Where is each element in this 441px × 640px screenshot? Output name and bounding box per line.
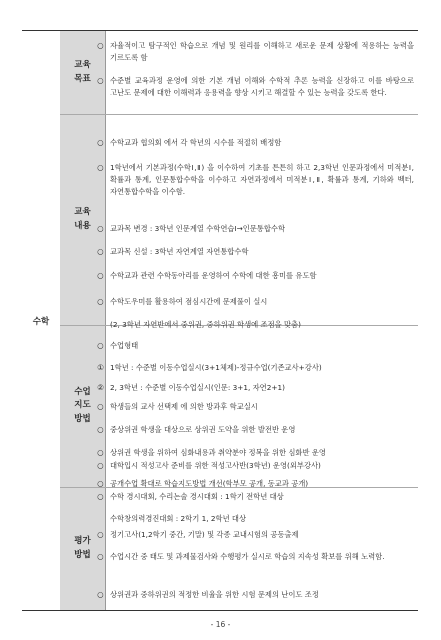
list-item [96, 424, 414, 436]
list-item [96, 551, 414, 563]
bullet-circle-icon: ○ [97, 163, 104, 172]
bullet-circle-icon: ○ [97, 297, 104, 306]
bullet-circle-icon: ○ [97, 552, 104, 561]
category-label: 평가 방법 [74, 536, 91, 560]
item-text: 수준별 교육과정 운영에 의한 기본 개념 이해와 수학적 추론 능력을 신장하고 이를 바탕으로 고난도 문제에 대한 이해력과 응용력을 향상 시키고 해결할 수 있는 능력을 갖도록 한다. [110, 76, 414, 97]
category-label: 수업 지도 방법 [74, 387, 91, 424]
list-item [96, 223, 414, 235]
list-item [96, 319, 414, 331]
list-item [96, 382, 414, 394]
bullet-circle-icon: ○ [97, 76, 104, 85]
list-item [96, 589, 414, 601]
list-item [96, 40, 414, 64]
list-item [96, 529, 414, 541]
item-text: 1학년에서 기본과정(수학Ⅰ,Ⅱ) 을 이수하여 기초를 튼튼히 하고 2,3학년 인문과정에서 미적분Ⅰ, 확률과 통계, 인문통합수학을 이수하고 자연과정에서 미적분Ⅰ,Ⅱ, 확률과 통계, 기하와 벡터, 자연통합수학을 이수함. [110, 163, 414, 196]
item-text: 수학도우미를 활용하여 점심시간에 문제풀이 실시 [110, 297, 268, 306]
list-item [96, 513, 414, 525]
bullet-circle-icon: ○ [97, 448, 104, 457]
item-text: 학생들의 교사 선택제 에 의한 방과후 학교실시 [110, 402, 258, 411]
list-item [96, 137, 414, 149]
item-text: 상위권과 중하위권의 적정한 비율을 위한 시험 문제의 난이도 조정 [110, 590, 319, 599]
item-text: 수업형태 [110, 341, 139, 350]
bullet-circle-icon: ○ [97, 479, 104, 488]
bullet-circle-icon: ○ [97, 492, 104, 501]
bullet-circle-icon: ○ [97, 247, 104, 256]
item-text: 상위권 학생을 위하여 심화내용과 취약분야 정복을 위한 심화반 운영 [110, 448, 326, 457]
subject-cell: 수학 [22, 31, 61, 610]
list-item [96, 75, 414, 99]
list-item [96, 401, 414, 413]
page-number: - 16 - [210, 620, 231, 629]
list-item [96, 340, 414, 352]
item-text: 교과목 신설 : 3학년 자연계열 자연통합수학 [110, 247, 249, 256]
bullet-circle-icon: ○ [97, 425, 104, 434]
list-item [96, 162, 414, 197]
bullet-circle-icon: ○ [97, 224, 104, 233]
list-item [96, 491, 414, 503]
item-text: 공개수업 확대로 학습지도방법 개선(학부모 공개, 동교과 공개) [110, 479, 309, 488]
list-item [96, 246, 414, 258]
bullet-circle-icon: ○ [97, 590, 104, 599]
item-text: 대학입시 적성고사 준비를 위한 적성고사반(3학년) 운영(외부강사) [110, 461, 321, 470]
numbered-marker-icon: ① [97, 363, 104, 372]
list-item [96, 460, 414, 472]
list-item [96, 478, 414, 490]
row-divider [60, 114, 418, 115]
item-text: 2, 3학년 : 수준별 이동수업실시(인문: 3+1, 자연2+1) [110, 383, 285, 392]
list-item [96, 270, 414, 282]
item-text: 수업시간 중 태도 및 과제물검사와 수행평가 실시로 학습의 지속성 확보를 위해 노력함. [110, 552, 385, 561]
bullet-circle-icon: ○ [97, 461, 104, 470]
list-item [96, 447, 414, 459]
list-item [96, 296, 414, 308]
bullet-circle-icon: ○ [97, 41, 104, 50]
bullet-circle-icon: ○ [97, 271, 104, 280]
category-label: 교육 목표 [74, 60, 91, 84]
item-text: 교과목 변경 : 3학년 인문계열 수학연습Ⅰ→인문통합수학 [110, 224, 285, 233]
item-text: 정기고사(1,2학기 중간, 기말) 및 각종 교내시험의 공동출제 [110, 530, 299, 539]
item-text: 수학창의력경진대회 : 2학기 1, 2학년 대상 [110, 514, 247, 523]
bullet-circle-icon: ○ [97, 402, 104, 411]
item-text: 수학교과 관련 수학동아리를 운영하여 수학에 대한 흥미를 유도함 [110, 271, 317, 280]
item-text: 수학 경시대회, 수리논술 경시대회 : 1학기 전학년 대상 [110, 492, 284, 501]
category-label: 교육 내용 [74, 207, 91, 231]
item-text: (2, 3학년 자연반에서 중위권, 중하위권 학생에 조점을 맞춤) [110, 320, 301, 329]
item-text: 수학교과 협의회 에서 각 학년의 시수를 적절히 배정함 [110, 138, 282, 147]
list-item [96, 362, 414, 374]
bullet-circle-icon: ○ [97, 341, 104, 350]
bullet-circle-icon: ○ [97, 138, 104, 147]
item-text: 1학년 : 수준별 이동수업실시(3+1체제)-정규수업(기존교사+강사) [110, 363, 322, 372]
item-text: 자율적이고 탐구적인 학습으로 개념 및 원리를 이해하고 새로운 문제 상황에 적용하는 능력을 기르도록 함 [110, 41, 414, 62]
item-text: 중상위권 학생을 대상으로 상위권 도약을 위한 발전반 운영 [110, 425, 296, 434]
bullet-circle-icon: ○ [97, 530, 104, 539]
numbered-marker-icon: ② [97, 383, 104, 392]
